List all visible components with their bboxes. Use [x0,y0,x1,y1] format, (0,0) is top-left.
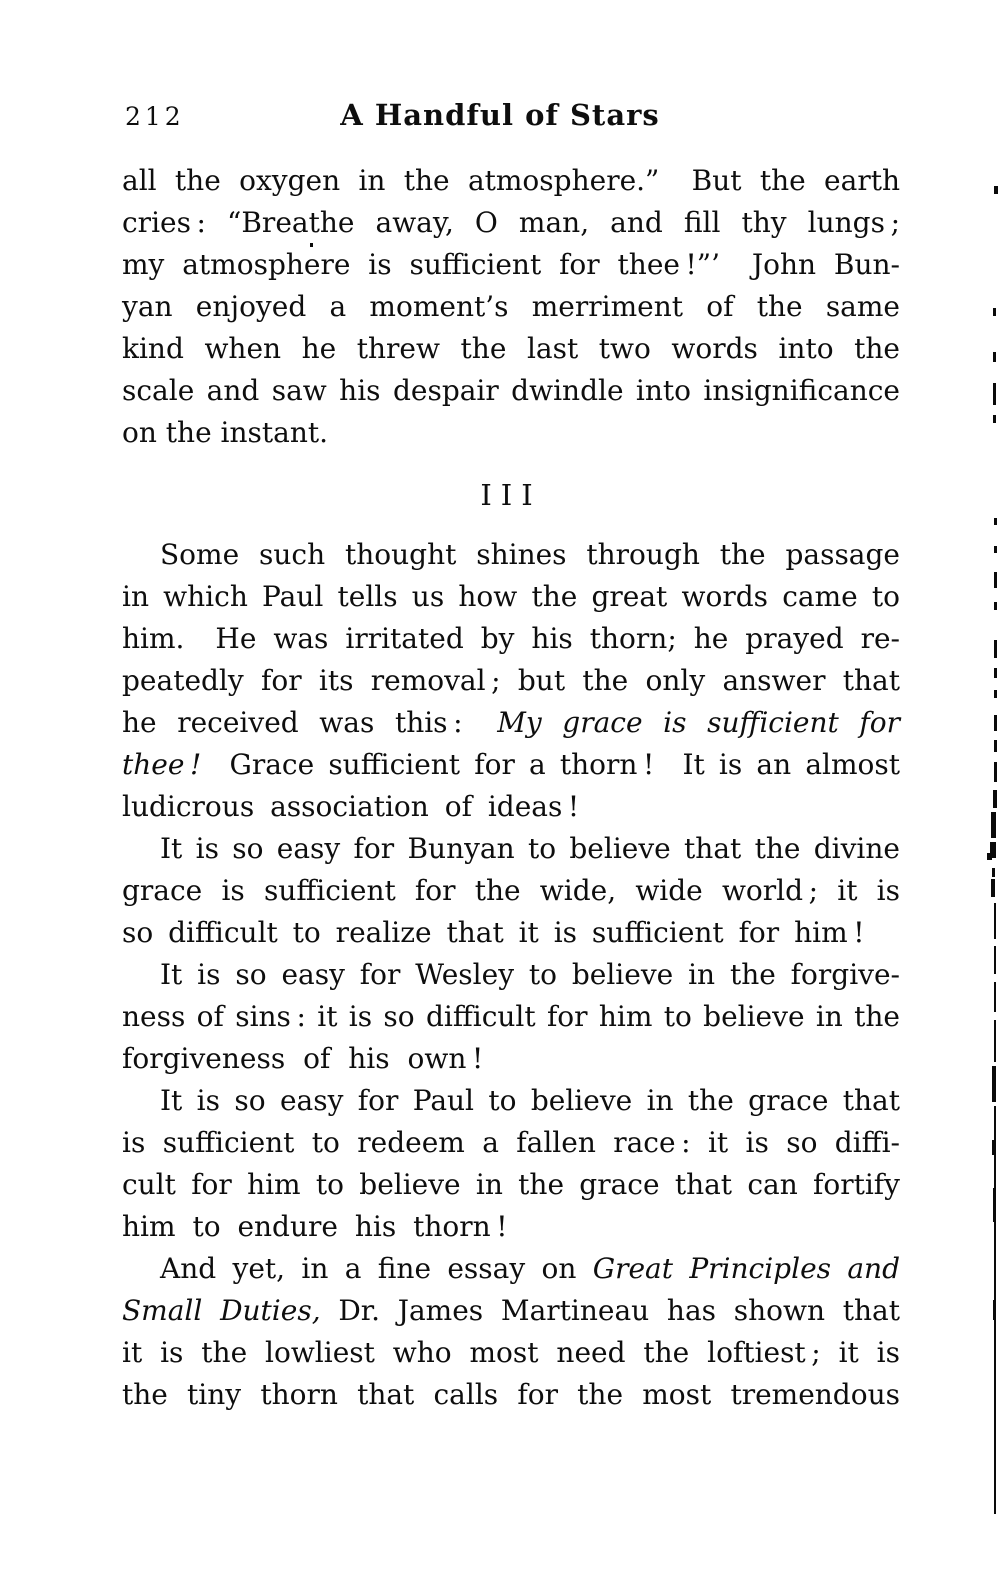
scan-artifact [994,546,997,553]
scan-artifact [993,1188,996,1222]
scan-artifact [993,790,997,808]
text-segment: grace is sufficient for the wide, wide world ; it is [122,874,900,907]
text-segment: so difficult to realize that it is sufficient for him ! [122,916,865,949]
text-line [122,702,900,744]
scan-artifact [991,812,996,838]
text-segment: cult for him to believe in the grace that can fortify [122,1168,900,1201]
text-line [122,370,900,412]
scan-artifact [992,1140,996,1155]
text-segment: It is so easy for Bunyan to believe that the divine [160,832,900,865]
text-line [122,244,900,286]
text-segment: my atmosphere is sufficient for thee !”’ John Bun- [122,248,900,281]
text-line [122,1122,900,1164]
scan-artifact [994,602,997,610]
italic-text-segment: My grace is sufficient for [497,706,900,739]
text-segment: in which Paul tells us how the great words came to [122,580,900,613]
scan-artifact [993,352,996,362]
text-line [122,912,900,954]
scan-artifact [991,879,995,897]
scan-artifact [994,982,996,1012]
text-segment: him. He was irritated by his thorn; he prayed re- [122,622,900,655]
text-line [122,1164,900,1206]
scan-artifact [310,243,313,247]
italic-text-segment: thee ! [122,748,202,781]
text-segment: Some such thought shines through the passage [160,538,900,571]
text-segment: forgiveness of his own ! [122,1042,484,1075]
text-line [122,160,900,202]
scan-artifact [994,1020,996,1062]
text-line [122,412,900,454]
text-line [122,202,900,244]
text-line [122,1374,900,1416]
text-segment: ludicrous association of ideas ! [122,790,580,823]
text-line [122,660,900,702]
text-line [122,1290,900,1332]
text-segment: the tiny thorn that calls for the most tremendous [122,1378,900,1411]
scan-artifact [994,715,997,731]
text-segment: It is so easy for Wesley to believe in the forgive- [160,958,900,991]
italic-text-segment: Small Duties, [122,1294,321,1327]
text-segment: on the instant. [122,416,329,449]
italic-text-segment: Great Principles and [592,1252,900,1285]
text-segment: is sufficient to redeem a fallen race : it is so diffi- [122,1126,900,1159]
running-title: A Handful of Stars [340,98,660,132]
text-line [122,1332,900,1374]
scan-artifact [994,572,997,588]
scan-artifact [993,308,996,316]
scan-artifact [994,186,998,194]
scan-artifact [994,668,997,678]
text-segment: kind when he threw the last two words into the [122,332,900,365]
text-line [122,1248,900,1290]
text-line [122,954,900,996]
text-line [122,1206,900,1248]
scan-artifact [994,518,997,525]
scan-artifact [994,946,996,974]
scan-artifact [993,383,996,405]
text-segment: cries : “Breathe away, O man, and fill thy lungs ; [122,206,900,239]
text-line [122,786,900,828]
scan-artifact [993,415,996,423]
text-segment: all the oxygen in the atmosphere.” But the earth [122,164,900,197]
text-line [122,618,900,660]
text-line [122,870,900,912]
scan-artifact [987,853,992,860]
text-segment: he received was this : [122,706,498,739]
scan-artifact [993,1300,996,1320]
text-line [122,996,900,1038]
text-line [122,534,900,576]
text-segment: And yet, in a fine essay on [160,1252,593,1285]
text-line [122,828,900,870]
text-line [122,744,900,786]
scan-artifact [992,1066,996,1102]
text-segment: ness of sins : it is so difficult for him to believe in the [122,1000,900,1033]
text-line [122,576,900,618]
page-number: 212 [125,102,185,131]
text-segment: III [480,478,542,512]
scan-artifact [992,868,995,877]
text-segment: Grace sufficient for a thorn ! It is an almost [201,748,900,781]
scan-artifact [994,762,997,782]
text-line [122,286,900,328]
text-column [122,160,900,1416]
text-segment: it is the lowliest who most need the loftiest ; it is [122,1336,900,1369]
text-segment: peatedly for its removal ; but the only answer that [122,664,900,697]
scan-artifact [994,640,997,658]
text-line [122,328,900,370]
scan-artifact [994,903,996,939]
text-line [122,1080,900,1122]
scan-artifact [994,740,997,752]
running-header [0,98,1000,138]
scan-artifact [994,690,997,698]
section-heading [122,474,900,516]
text-line [122,1038,900,1080]
text-segment: It is so easy for Paul to believe in the grace that [160,1084,900,1117]
text-segment: scale and saw his despair dwindle into insignificance [122,374,900,407]
text-segment: Dr. James Martineau has shown that [320,1294,900,1327]
text-segment: him to endure his thorn ! [122,1210,508,1243]
text-segment: yan enjoyed a moment’s merriment of the same [122,290,900,323]
